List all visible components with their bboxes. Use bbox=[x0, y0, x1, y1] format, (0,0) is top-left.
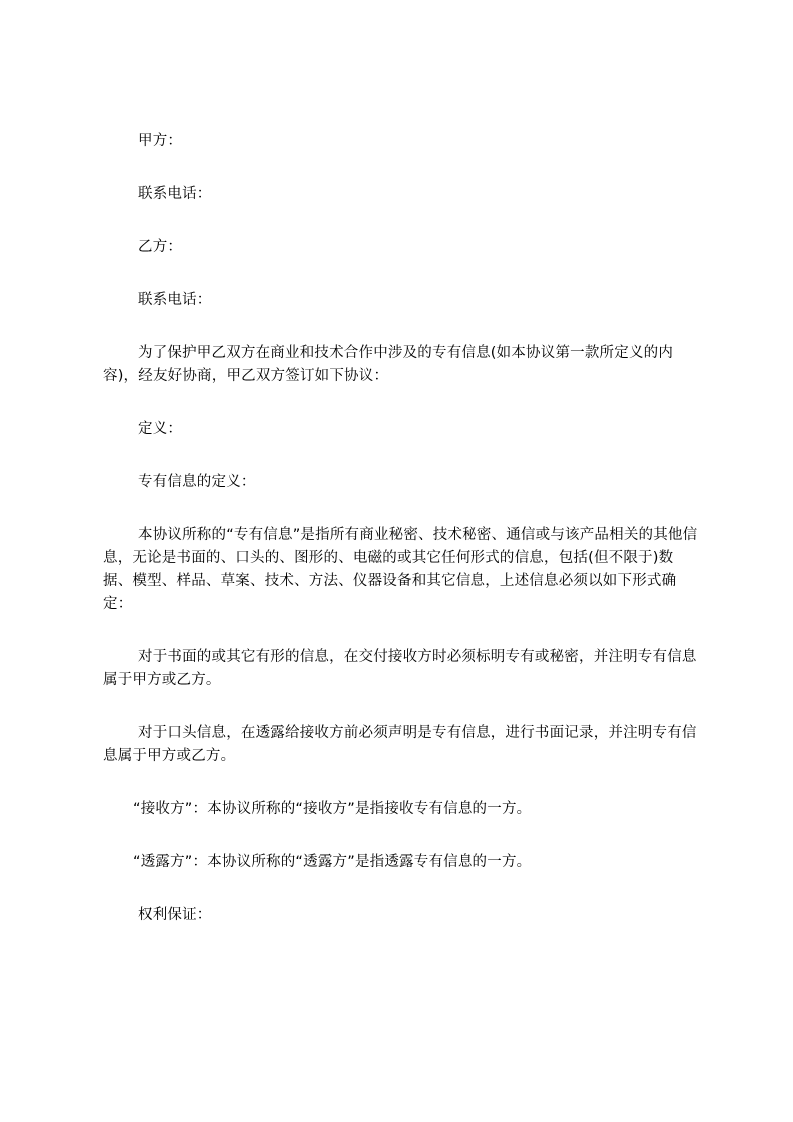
party-b-label: 乙方： bbox=[138, 239, 183, 255]
party-b-phone-label: 联系电话： bbox=[138, 292, 212, 308]
proprietary-info-definition-heading: 专有信息的定义： bbox=[138, 474, 256, 490]
definitions-heading: 定义： bbox=[138, 421, 183, 437]
document-body bbox=[103, 130, 701, 957]
disclosing-party-definition: “透露方”：本协议所称的“透露方”是指透露专有信息的一方。 bbox=[133, 854, 532, 870]
rights-warranty-heading: 权利保证： bbox=[138, 907, 212, 923]
proprietary-info-definition-paragraph: 本协议所称的“专有信息”是指所有商业秘密、技术秘密、通信或与该产品相关的其他信息，无论是书面的、口头的、图形的、电磁的或其它任何形式的信息，包括(但不限于)数据、模型、样品、草案、技术、方法、仪器设备和其它信息，上述信息必须以如下形式确定： bbox=[103, 527, 698, 612]
party-a-phone-label: 联系电话： bbox=[138, 186, 212, 202]
oral-info-paragraph: 对于口头信息，在透露给接收方前必须声明是专有信息，进行书面记录，并注明专有信息属于甲方或乙方。 bbox=[103, 725, 697, 764]
written-info-paragraph: 对于书面的或其它有形的信息，在交付接收方时必须标明专有或秘密，并注明专有信息属于甲方或乙方。 bbox=[103, 649, 697, 688]
receiving-party-definition: “接收方”：本协议所称的“接收方”是指接收专有信息的一方。 bbox=[133, 801, 532, 817]
preamble-paragraph: 为了保护甲乙双方在商业和技术合作中涉及的专有信息(如本协议第一款所定义的内容)，经友好协商，甲乙双方签订如下协议： bbox=[103, 345, 674, 384]
party-a-label: 甲方： bbox=[138, 133, 183, 149]
